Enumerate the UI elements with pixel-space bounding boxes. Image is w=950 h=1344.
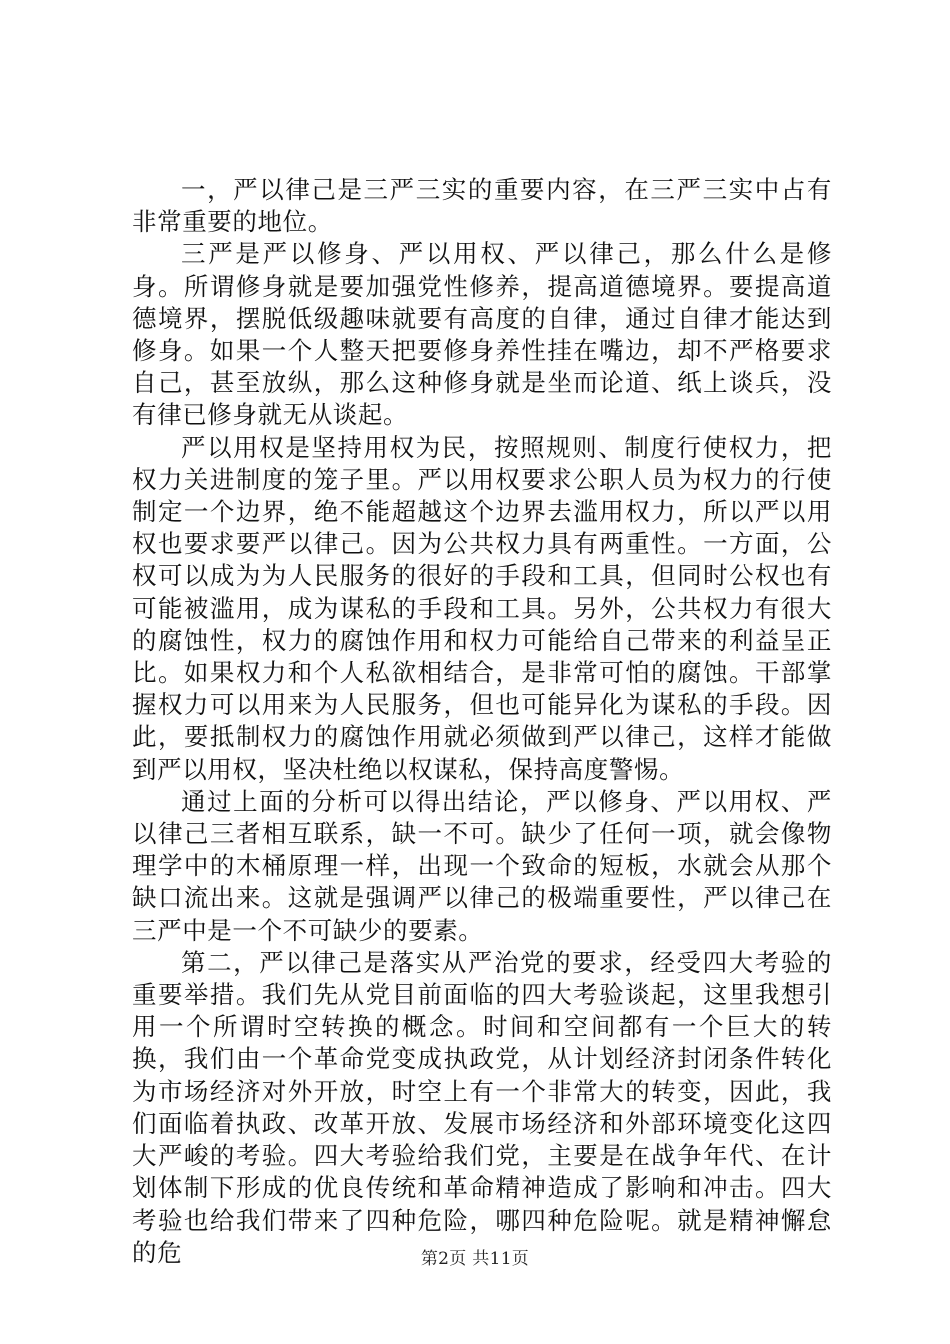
paragraph-1: 一，严以律己是三严三实的重要内容，在三严三实中占有非常重要的地位。 (132, 175, 832, 237)
paragraph-4: 通过上面的分析可以得出结论，严以修身、严以用权、严以律己三者相互联系，缺一不可。缺少了任何一项，就会像物理学中的木桶原理一样，出现一个致命的短板，水就会从那个缺口流出来。这就是强调严以律己的极端重要性，严以律己在三严中是一个不可缺少的要素。 (132, 786, 832, 945)
paragraph-5: 第二，严以律己是落实从严治党的要求，经受四大考验的重要举措。我们先从党目前面临的四大考验谈起，这里我想引用一个所谓时空转换的概念。时间和空间都有一个巨大的转换，我们由一个革命党变成执政党，从计划经济封闭条件转化为市场经济对外开放，时空上有一个非常大的转变，因此，我们面临着执政、改革开放、发展市场经济和外部环境变化这四大严峻的考验。四大考验给我们党，主要是在战争年代、在计划体制下形成的优良传统和革命精神造成了影响和冲击。四大考验也给我们带来了四种危险，哪四种危险呢。就是精神懈怠的危 (132, 947, 832, 1267)
paragraph-2: 三严是严以修身、严以用权、严以律己，那么什么是修身。所谓修身就是要加强党性修养，提高道德境界。要提高道德境界，摆脱低级趣味就要有高度的自律，通过自律才能达到修身。如果一个人整天把要修身养性挂在嘴边，却不严格要求自己，甚至放纵，那么这种修身就是坐而论道、纸上谈兵，没有律已修身就无从谈起。 (132, 239, 832, 430)
page-number-footer: 第2页 共11页 (420, 1249, 530, 1269)
document-body (132, 174, 832, 1269)
paragraph-3: 严以用权是坚持用权为民，按照规则、制度行使权力，把权力关进制度的笼子里。严以用权要求公职人员为权力的行使制定一个边界，绝不能超越这个边界去滥用权力，所以严以用权也要求要严以律己。因为公共权力具有两重性。一方面，公权可以成为为人民服务的很好的手段和工具，但同时公权也有可能被滥用，成为谋私的手段和工具。另外，公共权力有很大的腐蚀性，权力的腐蚀作用和权力可能给自己带来的利益呈正比。如果权力和个人私欲相结合，是非常可怕的腐蚀。干部掌握权力可以用来为人民服务，但也可能异化为谋私的手段。因此，要抵制权力的腐蚀作用就必须做到严以律己，这样才能做到严以用权，坚决杜绝以权谋私，保持高度警惕。 (132, 432, 832, 784)
